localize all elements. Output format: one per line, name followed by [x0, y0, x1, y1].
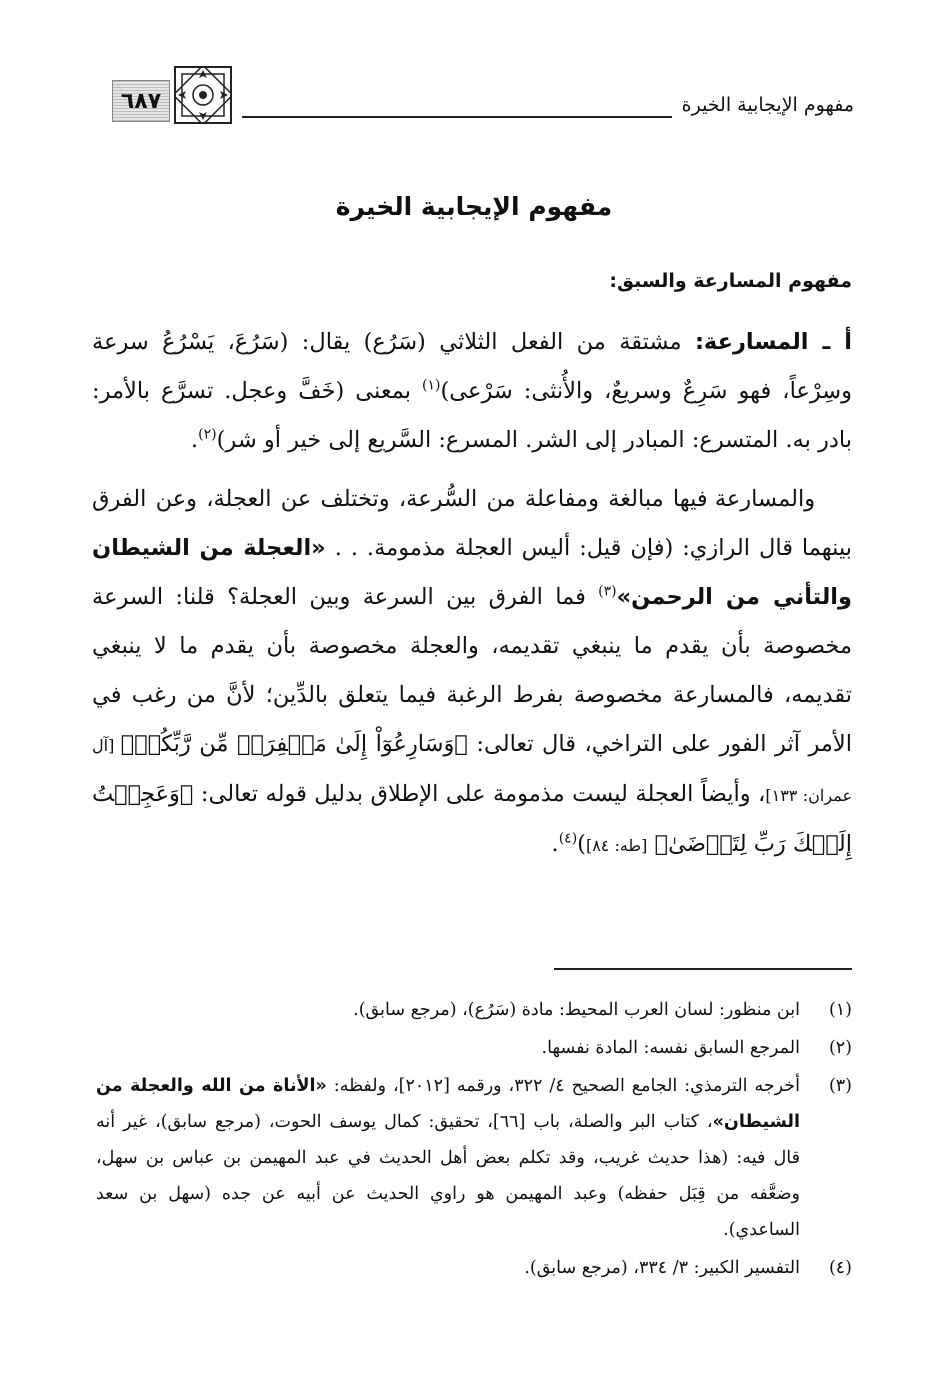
paragraph-end: .: [191, 427, 199, 453]
quran-verse: ﴿وَعَجِلۡتُ إِلَيۡكَ رَبِّ لِتَرۡضَىٰ﴾: [92, 781, 852, 857]
footnote-text: ابن منظور: لسان العرب المحيط: مادة (سَرُع)، (مرجع سابق).: [353, 1000, 800, 1020]
footnote-item: [96, 1030, 852, 1066]
paragraph-1: [92, 318, 852, 465]
page-header: [112, 62, 854, 124]
paragraph-text: بمعنى (خَفَّ وعجل. تسرَّع بالأمر: بادر به. المتسرع: المبادر إلى الشر. المسرع: السَّريع إلى خير أو شر): [92, 378, 852, 453]
footnote-number: (٤): [828, 1258, 852, 1278]
hadith-quote: «العجلة من الشيطان والتأني من الرحمن»: [92, 535, 853, 610]
running-title: مفهوم الإيجابية الخيرة: [681, 94, 854, 116]
paragraph-text: مشتقة من الفعل الثلاثي (سَرُع) يقال: (سَرُعَ، يَسْرُعُ سرعة وسِرْعاً، فهو سَرِعٌ وسريعٌ، والأُنثى: سَرْعى): [92, 329, 852, 404]
footnote-text-part: أخرجه الترمذي: الجامع الصحيح ٤/ ٣٢٢، ورقمه [٢٠١٢]، ولفظه:: [326, 1076, 800, 1096]
footnote-number: (١): [828, 1000, 852, 1020]
footnote-text-part: ، كتاب البر والصلة، باب [٦٦]، تحقيق: كمال يوسف الحوت، (مرجع سابق)، غير أنه قال فيه: (هذا حديث غريب، وقد تكلم بعض أهل الحديث في عبد المهيمن بن عباس بن سهل، وضعَّفه من قِبَل حفظه) وعبد المهيمن هو راوي الحديث عن أبيه عن جده (سهل بن سعد الساعدي).: [96, 1112, 800, 1240]
footnote-ref: (٤): [558, 830, 578, 847]
footnote-ref: (١): [422, 377, 441, 394]
footnote-number: (٢): [828, 1038, 852, 1058]
footnote-hadith: «الأناة من الله والعجلة من الشيطان»: [96, 1076, 800, 1132]
footnote-separator: [554, 968, 852, 970]
footnote-text: [96, 1068, 800, 1248]
footnote-ref: (٣): [598, 583, 617, 600]
footnotes: [96, 992, 852, 1288]
paragraph-text: والمسارعة فيها مبالغة ومفاعلة من السُّرعة، وتختلف عن العجلة، وعن الفرق بينهما قال الرازي: (فإن قيل: أليس العجلة مذمومة. . .: [92, 486, 853, 561]
body-text: [92, 318, 852, 880]
footnote-item: [96, 1068, 852, 1248]
paragraph-text: ): [577, 831, 586, 857]
page-number: ٦٨٧: [112, 80, 170, 122]
footnote-item: [96, 992, 852, 1028]
verse-reference: [طه: ٨٤]: [585, 836, 648, 855]
paragraph-end: .: [551, 831, 559, 857]
footnote-ref: (٢): [198, 426, 217, 443]
page-title: مفهوم الإيجابية الخيرة: [335, 192, 613, 221]
section-heading: مفهوم المسارعة والسبق:: [609, 270, 852, 292]
paragraph-text: فما الفرق بين السرعة وبين العجلة؟ قلنا: السرعة مخصوصة بأن يقدم ما ينبغي تقديمه، والعجلة مخصوصة بأن يقدم ما لا ينبغي تقديمه، فالمسارعة مخصوصة بفرط الرغبة فيما يتعلق بالدِّين؛ لأنَّ من رغب في الأمر آثر الفور على التراخي، قال تعالى:: [92, 584, 852, 757]
ornament-icon: [174, 66, 232, 124]
header-rule: [242, 116, 672, 118]
paragraph-text: ، وأيضاً العجلة ليست مذمومة على الإطلاق بدليل قوله تعالى:: [193, 781, 766, 807]
footnote-text: المرجع السابق نفسه: المادة نفسها.: [541, 1038, 800, 1058]
footnote-item: [96, 1250, 852, 1286]
footnote-text: التفسير الكبير: ٣/ ٣٣٤، (مرجع سابق).: [524, 1258, 800, 1278]
verse-reference: [آل عمران: ١٣٣]: [92, 736, 852, 805]
paragraph-2: [92, 475, 852, 870]
footnote-number: (٣): [828, 1076, 852, 1096]
quran-verse: ﴿وَسَارِعُوٓاْ إِلَىٰ مَغۡفِرَةٖ مِّن رَّبِّكُمۡ﴾: [120, 731, 468, 757]
paragraph-lead: أ ـ المسارعة:: [694, 329, 852, 355]
